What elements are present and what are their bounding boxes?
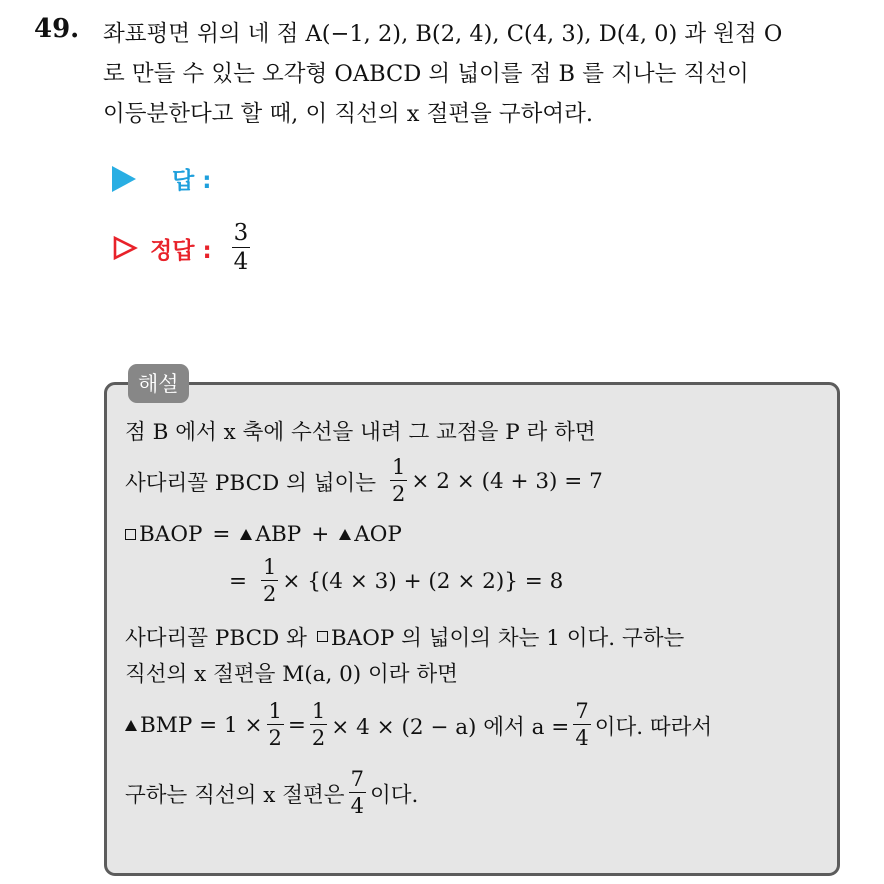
- solution-text: 사다리꼴 PBCD 의 넓이는: [125, 470, 377, 496]
- question-number: 49.: [34, 14, 80, 44]
- solution-text: 점 B 에서 x 축에 수선을 내려 그 교점을 P 라 하면: [125, 419, 596, 445]
- solution-text: 이다.: [369, 782, 419, 808]
- fraction-denominator: 4: [233, 249, 249, 275]
- fraction: [267, 701, 284, 749]
- fraction-denominator: 4: [350, 794, 364, 818]
- solution-text: 구하는 직선의 x 절편은: [125, 782, 345, 808]
- fraction: [390, 457, 407, 505]
- solution-text: =: [212, 521, 231, 547]
- triangle-symbol: [339, 529, 351, 540]
- fraction-numerator: 1: [392, 455, 406, 479]
- solution-text: =: [229, 568, 248, 594]
- answer-label: 답 :: [172, 168, 212, 194]
- solution-text: BAOP 의 넓이의 차는 1 이다. 구하는: [330, 625, 685, 651]
- question-line: 이등분한다고 할 때, 이 직선의 x 절편을 구하여라.: [103, 101, 594, 127]
- solution-line: [125, 412, 825, 448]
- solution-text: BMP = 1 ×: [140, 712, 263, 738]
- solution-text: BAOP: [139, 521, 203, 547]
- solution-text: 사다리꼴 PBCD 와: [125, 625, 307, 651]
- fraction-numerator: 3: [233, 220, 249, 246]
- triangle-symbol: [125, 720, 137, 731]
- solution-line: [125, 696, 825, 754]
- solution-text: 직선의 x 절편을 M(a, 0) 이라 하면: [125, 661, 458, 687]
- correct-answer-label: 정답 :: [150, 237, 212, 264]
- solution-text: =: [287, 712, 306, 738]
- solution-line: [125, 452, 825, 510]
- fraction-denominator: 2: [263, 582, 277, 606]
- fraction-numerator: 7: [350, 767, 364, 791]
- outline-triangle-icon: [112, 235, 138, 261]
- solution-body: [125, 412, 825, 822]
- solution-tag: 해설: [128, 364, 189, 403]
- solution-line: [125, 618, 825, 654]
- fraction-numerator: 1: [263, 555, 277, 579]
- solution-line: [125, 764, 825, 822]
- fraction: [261, 557, 278, 605]
- answer-row: [112, 162, 211, 195]
- square-symbol: [317, 631, 328, 642]
- fraction-denominator: 4: [575, 726, 589, 750]
- solution-text: ABP: [255, 521, 302, 547]
- fraction: [310, 701, 327, 749]
- solution-text: AOP: [354, 521, 402, 547]
- fraction-numerator: 7: [575, 699, 589, 723]
- question-text: [103, 14, 863, 134]
- correct-answer-row: [112, 222, 254, 274]
- fraction-denominator: 2: [311, 726, 326, 750]
- solution-text: × 4 × (2 − a) 에서 a =: [331, 714, 570, 740]
- fraction-denominator: 2: [392, 482, 406, 506]
- triangle-symbol: [240, 529, 252, 540]
- question-line: 좌표평면 위의 네 점 A(−1, 2), B(2, 4), C(4, 3), D(4, 0) 과 원점 O: [103, 21, 783, 47]
- fraction-denominator: 2: [268, 726, 282, 750]
- solution-text: 이다. 따라서: [594, 714, 713, 740]
- correct-answer-value: [232, 222, 251, 274]
- fraction-numerator: 1: [311, 699, 326, 723]
- fraction-numerator: 1: [268, 699, 282, 723]
- play-triangle-icon: [112, 166, 136, 192]
- fraction: [349, 769, 366, 817]
- solution-text: × 2 × (4 + 3) = 7: [411, 468, 603, 494]
- solution-line: [125, 516, 825, 552]
- question-line: 로 만들 수 있는 오각형 OABCD 의 넓이를 점 B 를 지나는 직선이: [103, 61, 749, 87]
- solution-line: [125, 654, 825, 690]
- square-symbol: [125, 529, 136, 540]
- solution-line: [125, 552, 825, 610]
- solution-text: × {(4 × 3) + (2 × 2)} = 8: [282, 568, 564, 594]
- fraction: [573, 701, 590, 749]
- solution-text: +: [311, 521, 330, 547]
